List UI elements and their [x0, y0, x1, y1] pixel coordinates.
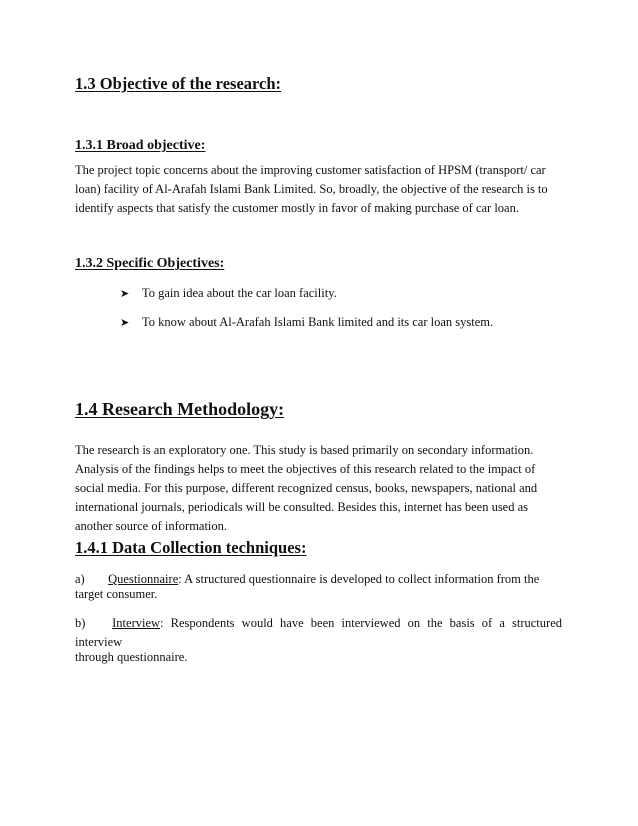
arrow-bullet-icon: ➤ [120, 316, 130, 329]
section-1-4-heading: 1.4 Research Methodology: [75, 399, 285, 419]
paragraph-line: another source of information. [75, 519, 228, 533]
item-term: Questionnaire [108, 572, 179, 586]
section-1-3-1-heading: 1.3.1 Broad objective: [75, 138, 206, 153]
item-continuation: through questionnaire. [75, 650, 188, 664]
section-1-3-heading: 1.3 Objective of the research: [75, 74, 282, 93]
section-1-3-2-heading: 1.3.2 Specific Objectives: [75, 256, 225, 271]
broad-objective-paragraph [75, 161, 562, 218]
paragraph-line: identify aspects that satisfy the customer mostly in favor of making purchase of car loan. [75, 201, 519, 215]
item-description: : Respondents would have been interviewed on the basis of a structured interview [75, 616, 562, 649]
paragraph-line: loan) facility of Al-Arafah Islami Bank Limited. So, broadly, the objective of the research is to [75, 182, 548, 196]
paragraph-line: The research is an exploratory one. This study is based primarily on secondary information. [75, 443, 534, 457]
data-collection-item-interview [75, 614, 562, 667]
section-1-4-1-heading: 1.4.1 Data Collection techniques: [75, 538, 307, 557]
item-continuation: target consumer. [75, 587, 158, 601]
item-label: a) [75, 572, 85, 586]
item-term: Interview [112, 616, 161, 630]
bullet-text: To gain idea about the car loan facility. [142, 286, 337, 300]
objective-bullet-item [120, 315, 493, 330]
bullet-text: To know about Al-Arafah Islami Bank limited and its car loan system. [142, 315, 494, 329]
research-methodology-paragraph [75, 441, 562, 536]
paragraph-line: social media. For this purpose, different recognized census, books, newspapers, national and [75, 481, 538, 495]
data-collection-item-questionnaire [75, 570, 562, 604]
arrow-bullet-icon: ➤ [120, 287, 130, 300]
paragraph-line: international journals, periodicals will be consulted. Besides this, internet has been used as [75, 500, 529, 514]
item-label: b) [75, 616, 86, 630]
objective-bullet-item [120, 286, 337, 301]
paragraph-line: Analysis of the findings helps to meet the objectives of this research related to the impact of [75, 462, 536, 476]
paragraph-line: The project topic concerns about the improving customer satisfaction of HPSM (transport/ car [75, 163, 546, 177]
item-description: : A structured questionnaire is developed to collect information from the [178, 572, 540, 586]
